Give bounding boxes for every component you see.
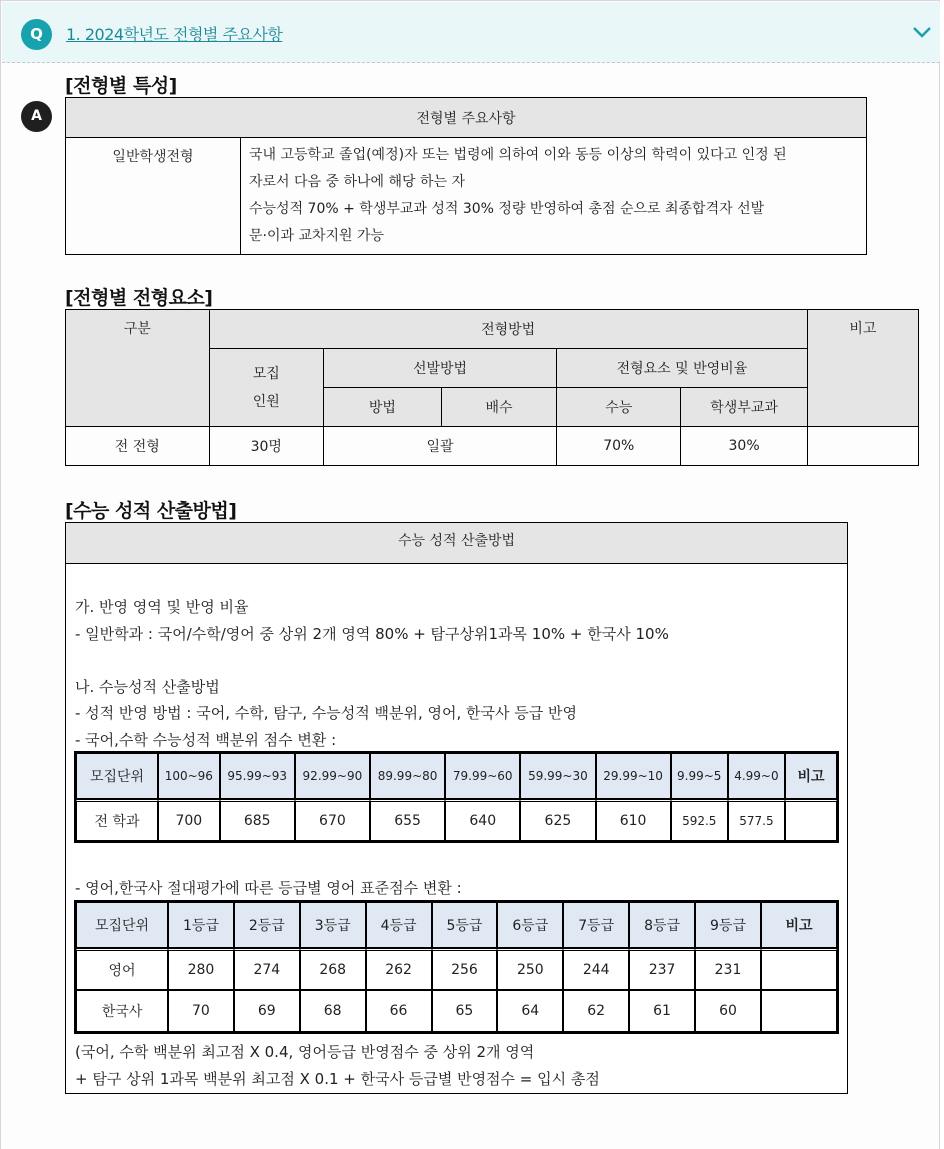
table-header: 전형별 주요사항	[66, 98, 867, 138]
pct-cell: 670	[295, 799, 370, 841]
grade-cell: 250	[497, 948, 563, 990]
grade-cell: 274	[234, 948, 300, 990]
row-label: 일반학생전형	[66, 138, 241, 255]
description-line: 국내 고등학교 졸업(예정)자 또는 법령에 의하여 이와 동등 이상의 학력이 있다고 인정 된	[249, 147, 787, 163]
chevron-down-icon[interactable]	[912, 24, 932, 40]
text-a-body: - 일반학과 : 국어/수학/영어 중 상위 2개 영역 80% + 탐구상위1과목 10% + 한국사 10%	[75, 625, 669, 643]
cell-school-record: 30%	[681, 427, 807, 466]
pct-cell: 700	[158, 799, 220, 841]
cell-selection: 일괄	[323, 427, 556, 466]
header-quota-line: 인원	[252, 393, 280, 410]
grade-header: 9등급	[695, 902, 761, 948]
box-header: 수능 성적 산출방법	[66, 523, 847, 564]
header-elements: 전형요소 및 반영비율	[557, 349, 808, 388]
grade-header: 4등급	[366, 902, 432, 948]
description-line: 문·이과 교차지원 가능	[249, 228, 385, 244]
question-header[interactable]	[2, 2, 940, 63]
grade-cell: 영어	[76, 948, 168, 990]
header-method: 전형방법	[209, 310, 807, 349]
grade-header: 5등급	[432, 902, 498, 948]
question-badge-icon: Q	[21, 19, 52, 50]
cell-csat: 70%	[557, 427, 681, 466]
pct-cell: 전 학과	[76, 799, 158, 841]
text-a-title: 가. 반영 영역 및 반영 비율	[75, 598, 249, 616]
text-b-body2: - 국어,수학 수능성적 백분위 점수 변환 :	[75, 731, 337, 749]
header-quota-line: 모집	[252, 365, 280, 382]
text-c-body: - 영어,한국사 절대평가에 따른 등급별 영어 표준점수 변환 :	[75, 879, 462, 897]
grade-cell: 62	[563, 990, 629, 1032]
grade-cell: 66	[366, 990, 432, 1032]
pct-header: 9.99~5	[671, 753, 728, 799]
grade-cell: 231	[695, 948, 761, 990]
grade-cell: 244	[563, 948, 629, 990]
cell-quota: 30명	[209, 427, 323, 466]
description-cell	[241, 138, 867, 255]
header-csat: 수능	[557, 388, 681, 427]
grade-cell: 60	[695, 990, 761, 1032]
pct-header: 59.99~30	[520, 753, 595, 799]
characteristics-table	[65, 97, 867, 255]
pct-cell: 592.5	[671, 799, 728, 841]
pct-header: 79.99~60	[445, 753, 520, 799]
grade-cell: 262	[366, 948, 432, 990]
description-line: 자로서 다음 중 하나에 해당 하는 자	[249, 174, 466, 190]
grade-cell: 256	[432, 948, 498, 990]
cell-category: 전 전형	[66, 427, 210, 466]
grade-cell	[761, 990, 837, 1032]
pct-cell	[785, 799, 837, 841]
description-line: 수능성적 70% + 학생부교과 성적 30% 정량 반영하여 총점 순으로 최종합격자 선발	[249, 201, 765, 217]
grade-header: 1등급	[168, 902, 234, 948]
pct-cell: 640	[445, 799, 520, 841]
grade-cell: 64	[497, 990, 563, 1032]
formula-line-1: (국어, 수학 백분위 최고점 X 0.4, 영어등급 반영점수 중 상위 2개 영역	[75, 1043, 535, 1061]
header-category: 구분	[66, 310, 210, 427]
grade-cell: 한국사	[76, 990, 168, 1032]
cell-note	[807, 427, 918, 466]
pct-header: 100~96	[158, 753, 220, 799]
grade-cell: 280	[168, 948, 234, 990]
csat-calc-box	[65, 522, 848, 1094]
section-title-elements: [전형별 전형요소]	[65, 287, 213, 309]
pct-header: 모집단위	[76, 753, 158, 799]
grade-header: 7등급	[563, 902, 629, 948]
pct-header: 89.99~80	[370, 753, 445, 799]
pct-cell: 577.5	[728, 799, 785, 841]
section-title-csat-calc: [수능 성적 산출방법]	[65, 500, 237, 522]
grade-header: 모집단위	[76, 902, 168, 948]
formula-line-2: + 탐구 상위 1과목 백분위 최고점 X 0.1 + 한국사 등급별 반영점수 = 입시 총점	[75, 1070, 600, 1088]
pct-header: 4.99~0	[728, 753, 785, 799]
grade-cell: 69	[234, 990, 300, 1032]
pct-cell: 685	[220, 799, 295, 841]
section-title-characteristics: [전형별 특성]	[65, 75, 177, 97]
question-title-link[interactable]: 1. 2024학년도 전형별 주요사항	[66, 25, 283, 44]
elements-table	[65, 309, 919, 466]
grade-cell: 61	[629, 990, 695, 1032]
grade-header: 3등급	[300, 902, 366, 948]
pct-cell: 655	[370, 799, 445, 841]
grade-cell	[761, 948, 837, 990]
header-multiple: 배수	[441, 388, 556, 427]
grade-header: 2등급	[234, 902, 300, 948]
pct-header: 비고	[785, 753, 837, 799]
grade-cell: 70	[168, 990, 234, 1032]
header-school-record: 학생부교과	[681, 388, 807, 427]
grade-cell: 68	[300, 990, 366, 1032]
grade-cell: 268	[300, 948, 366, 990]
pct-header: 29.99~10	[596, 753, 671, 799]
pct-header: 95.99~93	[220, 753, 295, 799]
header-quota	[209, 349, 323, 427]
grade-cell: 237	[629, 948, 695, 990]
grade-score-table	[74, 900, 839, 1034]
pct-header: 92.99~90	[295, 753, 370, 799]
grade-header: 6등급	[497, 902, 563, 948]
header-note: 비고	[807, 310, 918, 427]
text-b-title: 나. 수능성적 산출방법	[75, 678, 220, 696]
pct-cell: 610	[596, 799, 671, 841]
header-how: 방법	[323, 388, 441, 427]
header-selection: 선발방법	[323, 349, 556, 388]
answer-badge-icon: A	[21, 101, 52, 132]
pct-cell: 625	[520, 799, 595, 841]
grade-cell: 65	[432, 990, 498, 1032]
text-b-body1: - 성적 반영 방법 : 국어, 수학, 탐구, 수능성적 백분위, 영어, 한국사 등급 반영	[75, 704, 578, 722]
grade-header: 비고	[761, 902, 837, 948]
percentile-score-table	[74, 751, 839, 843]
grade-header: 8등급	[629, 902, 695, 948]
